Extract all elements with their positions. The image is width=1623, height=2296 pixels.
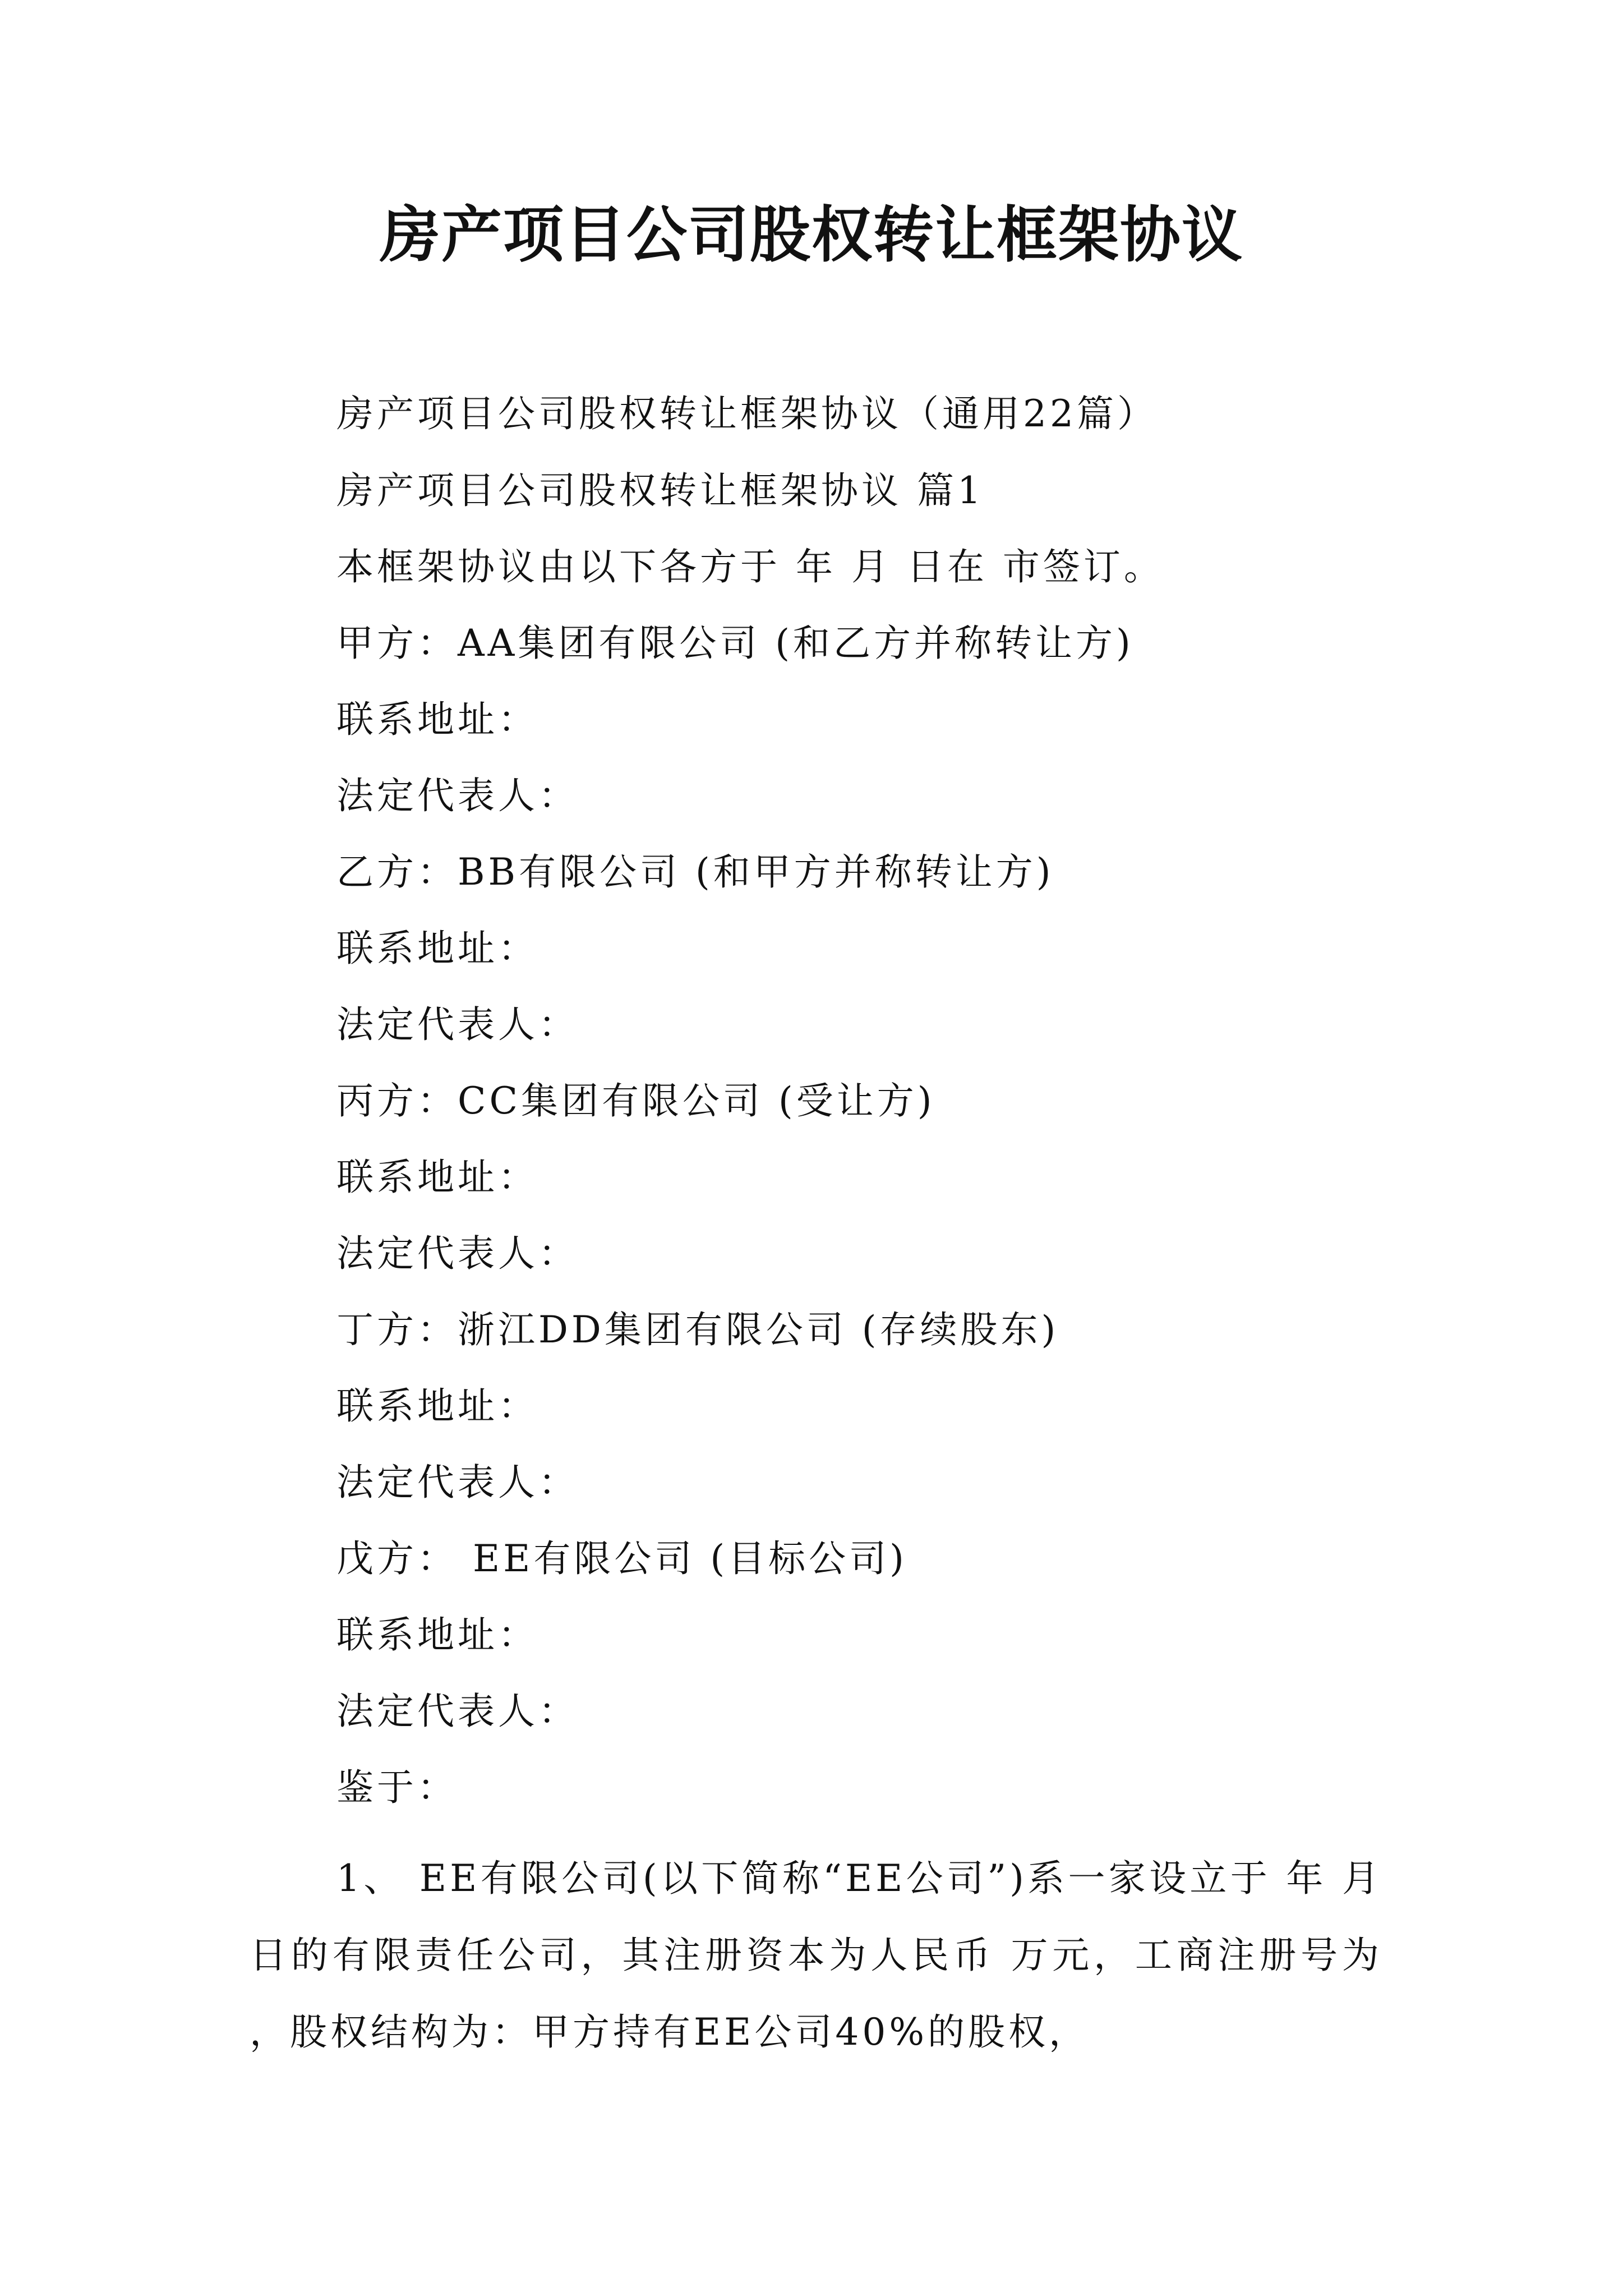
party-b-representative: 法定代表人： [336,1003,579,1046]
party-a-address: 联系地址： [336,698,538,741]
section-heading: 房产项目公司股权转让框架协议 篇1 [336,469,984,512]
party-c-address: 联系地址： [336,1156,538,1199]
party-e-representative: 法定代表人： [336,1690,579,1733]
party-e: 戊方： EE有限公司 (目标公司) [336,1537,907,1580]
party-c-representative: 法定代表人： [336,1232,579,1275]
signing-statement: 本框架协议由以下各方于 年 月 日在 市签订。 [336,545,1164,588]
party-a: 甲方：AA集团有限公司 (和乙方并称转让方) [336,622,1134,665]
whereas-heading: 鉴于： [336,1766,458,1809]
party-c: 丙方：CC集团有限公司 (受让方) [336,1079,935,1122]
party-d: 丁方：浙江DD集团有限公司 (存续股东) [336,1308,1059,1351]
party-e-address: 联系地址： [336,1613,538,1657]
party-d-representative: 法定代表人： [336,1461,579,1504]
party-d-address: 联系地址： [336,1384,538,1428]
document-subtitle: 房产项目公司股权转让框架协议（通用22篇） [336,392,1158,435]
recital-paragraph-1: 1、 EE有限公司(以下简称“EE公司”)系一家设立于 年 月 日的有限责任公司，其注册资本为人民币 万元，工商注册号为 ，股权结构为：甲方持有EE公司40%的股权， [250,1857,1382,2054]
party-b: 乙方：BB有限公司 (和甲方并称转让方) [336,850,1054,894]
party-b-address: 联系地址： [336,927,538,970]
party-a-representative: 法定代表人： [336,774,579,817]
document-title: 房产项目公司股权转让框架协议 [379,200,1243,270]
